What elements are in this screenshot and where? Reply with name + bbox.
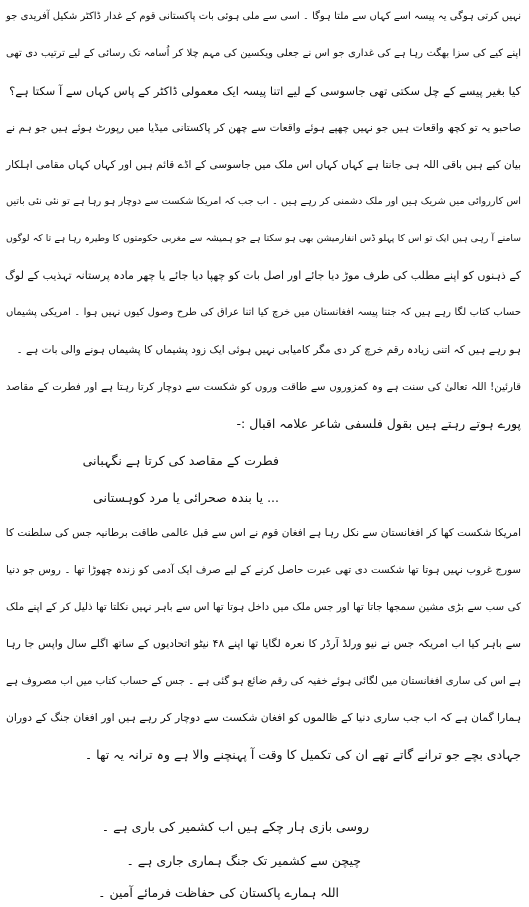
text-line: امریکا شکست کھا کر افغانستان سے نکل رہا ہے افغان قوم نے اس سے قبل عالمی طاقت برطانیہ جس کی سلطنت کا — [5, 527, 521, 539]
text-line: صاحبو یہ تو کچھ واقعات ہیں جو نہیں چھپے ہوئے واقعات سے چھن کر پاکستانی میڈیا میں رپورٹ ہوئے ہیں جو ہم نے — [6, 122, 521, 134]
text-line: پورے ہوتے رہتے ہیں بقول فلسفی شاعر علامہ اقبال :- — [236, 416, 521, 431]
text-line: نہیں کرتی ہوگی یہ پیسہ اسے کہاں سے ملتا ہوگا ۔ اسی سے ملی ہوئی بات پاکستانی قوم کے غدار ڈاکٹر شکیل آفریدی جو — [6, 11, 521, 22]
text-line: جہادی بچے جو ترانے گاتے تھے ان کی تکمیل کا وقت آ پہنچنے والا ہے وہ ترانہ یہ تھا ۔ — [84, 747, 521, 762]
text-line: کی سب سے بڑی مشین سمجھا جاتا تھا اور جس ملک میں داخل ہوتا تھا اس سے باہر نہیں نکلتا تھا ذلیل کر کے اپنے ملک — [6, 601, 521, 613]
verse-line: ... یا بندہ صحرائی یا مرد کوہستانی — [93, 490, 279, 505]
text-line: ہے اس کی ساری افغانستان میں لگائی ہوئے خفیہ کی رقم ضائع ہو گئی ہے ۔ جس کے حساب کتاب میں اب مصروف ہے — [6, 675, 521, 687]
text-line: بیان کیے ہیں باقی اللہ ہی جانتا ہے کہاں کہاں اس ملک میں جاسوسی کے اڈے قائم ہیں اور کہاں کہاں مقامی اہلکار — [6, 159, 521, 171]
text-line: اپنے کیے کی سزا بھگت رہا ہے کی غداری جو اس نے جعلی ویکسین کی مہم چلا کر اُسامہ تک رسائی کے لیے ترتیب دی تھی — [6, 48, 521, 59]
closing-line: روسی بازی ہار چکے ہیں اب کشمیر کی باری ہے ۔ — [101, 819, 369, 834]
text-line: ہمارا گمان ہے کہ اب جب ساری دنیا کے ظالموں کو افغان شکست سے دوچار کر رہے ہیں اور افغان جنگ کے دوران — [6, 711, 521, 724]
text-line: سے باہر کیا اب امریکہ جس نے نیو ورلڈ آرڈر کا نعرہ لگایا تھا اپنے ۴۸ نیٹو اتحادیوں کے ساتھ اگلے سال واپس جا رہا — [6, 637, 521, 650]
text-line: سامنے آ رہی ہیں ایک تو اس کا پہلو ڈس انفارمیشن بھی ہو سکتا ہے جو ہمیشہ سے مغربی حکومتوں کا وطیرہ رہا ہے تا کہ لوگوں — [6, 233, 521, 244]
text-line: کے ذہنوں کو اپنے مطلب کی طرف موڑ دیا جائے اور اصل بات کو چھپا دیا جائے یا چھر مادہ پرستانہ تہذیب کے لوگ — [5, 269, 521, 282]
text-line: ہو رہے ہیں کہ اتنی زیادہ رقم خرچ کر دی مگر کامیابی نہیں ہوئی ایک زود پشیماں کا پشیماں ہونے والی بات ہے ۔ — [16, 344, 521, 356]
text-line: حساب کتاب لگا رہے ہیں کہ جتنا پیسہ افغانستان میں خرچ کیا اتنا عراق کی طرح وصول کیوں نہیں ہوا ۔ امریکی پشیماں — [6, 307, 521, 318]
verse-line: فطرت کے مقاصد کی کرتا ہے نگہبانی — [82, 453, 279, 468]
text-line: کیا بغیر پیسے کے چل سکتی تھی جاسوسی کے لیے اتنا پیسہ ایک معمولی ڈاکٹر کے پاس کہاں سے آ سکتا ہے؟ — [9, 84, 521, 98]
text-line: اس کارروائی میں شریک ہیں اور ملک دشمنی کر رہے ہیں ۔ اب جب کہ امریکا شکست سے دوچار ہو رہا ہے تو نئی نئی باتیں — [6, 196, 521, 207]
closing-line: اللہ ہمارے پاکستان کی حفاظت فرمائے آمین ۔ — [98, 885, 339, 900]
text-line: سورج غروب نہیں ہوتا تھا شکست دی تھی عبرت حاصل کرنے کے لیے صرف ایک آدمی کو زندہ چھوڑا تھا ۔ روس جو دنیا — [6, 564, 521, 576]
closing-line: چیچن سے کشمیر تک جنگ ہماری جاری ہے ۔ — [126, 853, 361, 868]
text-line: قارئین! اللہ تعالیٰ کی سنت ہے وہ کمزوروں سے طاقت وروں کو شکست سے دوچار کرتا رہتا ہے اور فطرت کے مقاصد — [6, 381, 521, 393]
